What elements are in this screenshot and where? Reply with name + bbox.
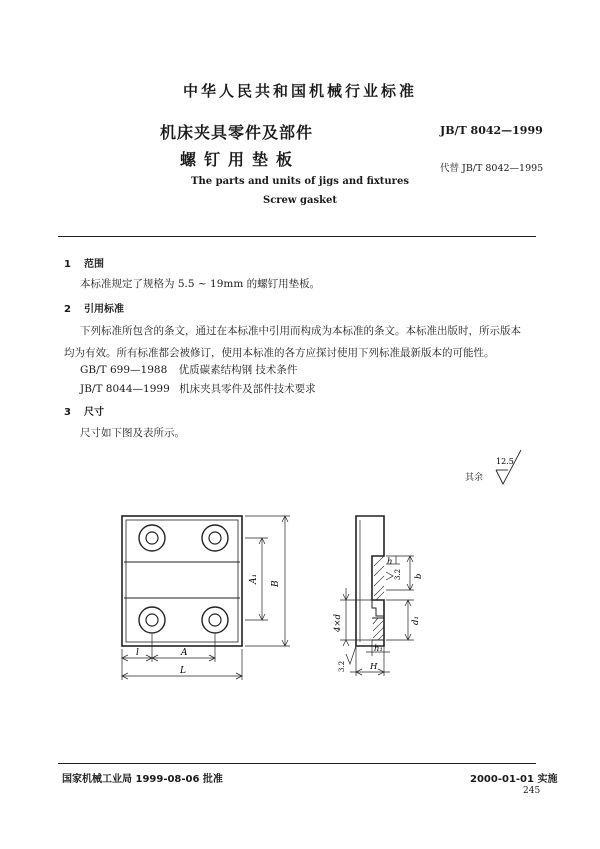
dim-H: H bbox=[370, 662, 378, 672]
replaces-note: 代替 JB/T 8042—1995 bbox=[440, 163, 544, 174]
section-number: 2 bbox=[64, 304, 71, 315]
reference-title: 机床夹具零件及部件技术要求 bbox=[179, 383, 316, 395]
front-view bbox=[122, 516, 242, 646]
dim-l: l bbox=[136, 648, 139, 658]
references-text-line2: 均为有效。所有标准都会被修订，使用本标准的各方应探讨使用下列标准最新版本的可能性。 bbox=[64, 347, 495, 359]
reference-title: 优质碳素结构钢 技术条件 bbox=[178, 364, 298, 376]
scope-text: 本标准规定了规格为 5.5 ~ 19mm 的螺钉用垫板。 bbox=[80, 278, 321, 290]
title-en-line2: Screw gasket bbox=[262, 195, 338, 206]
section-number: 1 bbox=[64, 259, 71, 270]
dim-b: b bbox=[414, 573, 424, 579]
effective-date: 2000-01-01 实施 bbox=[470, 774, 558, 785]
side-view bbox=[356, 516, 384, 646]
roughness-mark-1: 3.2 bbox=[394, 568, 402, 580]
section-scope-heading bbox=[64, 255, 104, 270]
title-cn-line2: 螺钉用垫板 bbox=[180, 150, 301, 169]
hole-bottom-right bbox=[202, 607, 228, 633]
reference-code: JB/T 8044—1999 bbox=[80, 383, 170, 395]
roughness-symbol bbox=[496, 450, 521, 484]
section-dimensions-heading bbox=[64, 403, 104, 418]
dim-L: L bbox=[180, 666, 186, 676]
section-title: 范围 bbox=[84, 259, 104, 270]
section-title: 尺寸 bbox=[84, 407, 104, 418]
section-references-heading bbox=[64, 300, 124, 315]
org-title: 中华人民共和国机械行业标准 bbox=[182, 82, 417, 100]
header-divider bbox=[58, 236, 536, 237]
approval-note: 国家机械工业局 1999-08-06 批准 bbox=[62, 774, 223, 785]
footer-divider bbox=[58, 763, 536, 764]
references-text-line1: 下列标准所包含的条文，通过在本标准中引用而构成为本标准的条文。本标准出版时，所示版本 bbox=[80, 325, 521, 337]
hole-top-right bbox=[202, 525, 228, 551]
dim-A: A bbox=[181, 648, 188, 658]
hole-top-left bbox=[139, 525, 165, 551]
hole-bottom-left bbox=[139, 607, 165, 633]
reference-code: GB/T 699—1988 bbox=[80, 364, 168, 376]
title-en-line1: The parts and units of jigs and fixtures bbox=[191, 176, 409, 187]
title-cn-line1: 机床夹具零件及部件 bbox=[160, 123, 314, 142]
section-number: 3 bbox=[64, 407, 71, 418]
standard-number: JB/T 8042—1999 bbox=[440, 124, 543, 137]
reference-item-1 bbox=[80, 361, 540, 380]
dim-d1: d₁ bbox=[411, 616, 421, 625]
section-title: 引用标准 bbox=[84, 304, 124, 315]
dim-B: B bbox=[271, 580, 281, 587]
page-number: 245 bbox=[523, 786, 541, 796]
reference-item-2 bbox=[80, 380, 540, 399]
dim-h1: h₁ bbox=[374, 644, 383, 654]
dim-h: h bbox=[387, 557, 393, 567]
technical-drawing bbox=[0, 440, 600, 700]
roughness-value: 12.5 bbox=[496, 457, 514, 466]
dim-holes: 4×d bbox=[333, 614, 343, 632]
roughness-mark-2: 3.2 bbox=[338, 660, 346, 672]
roughness-note-label: 其余 bbox=[465, 473, 484, 483]
dim-A1: A₁ bbox=[249, 573, 259, 584]
dimensions-text: 尺寸如下图及表所示。 bbox=[80, 427, 185, 439]
